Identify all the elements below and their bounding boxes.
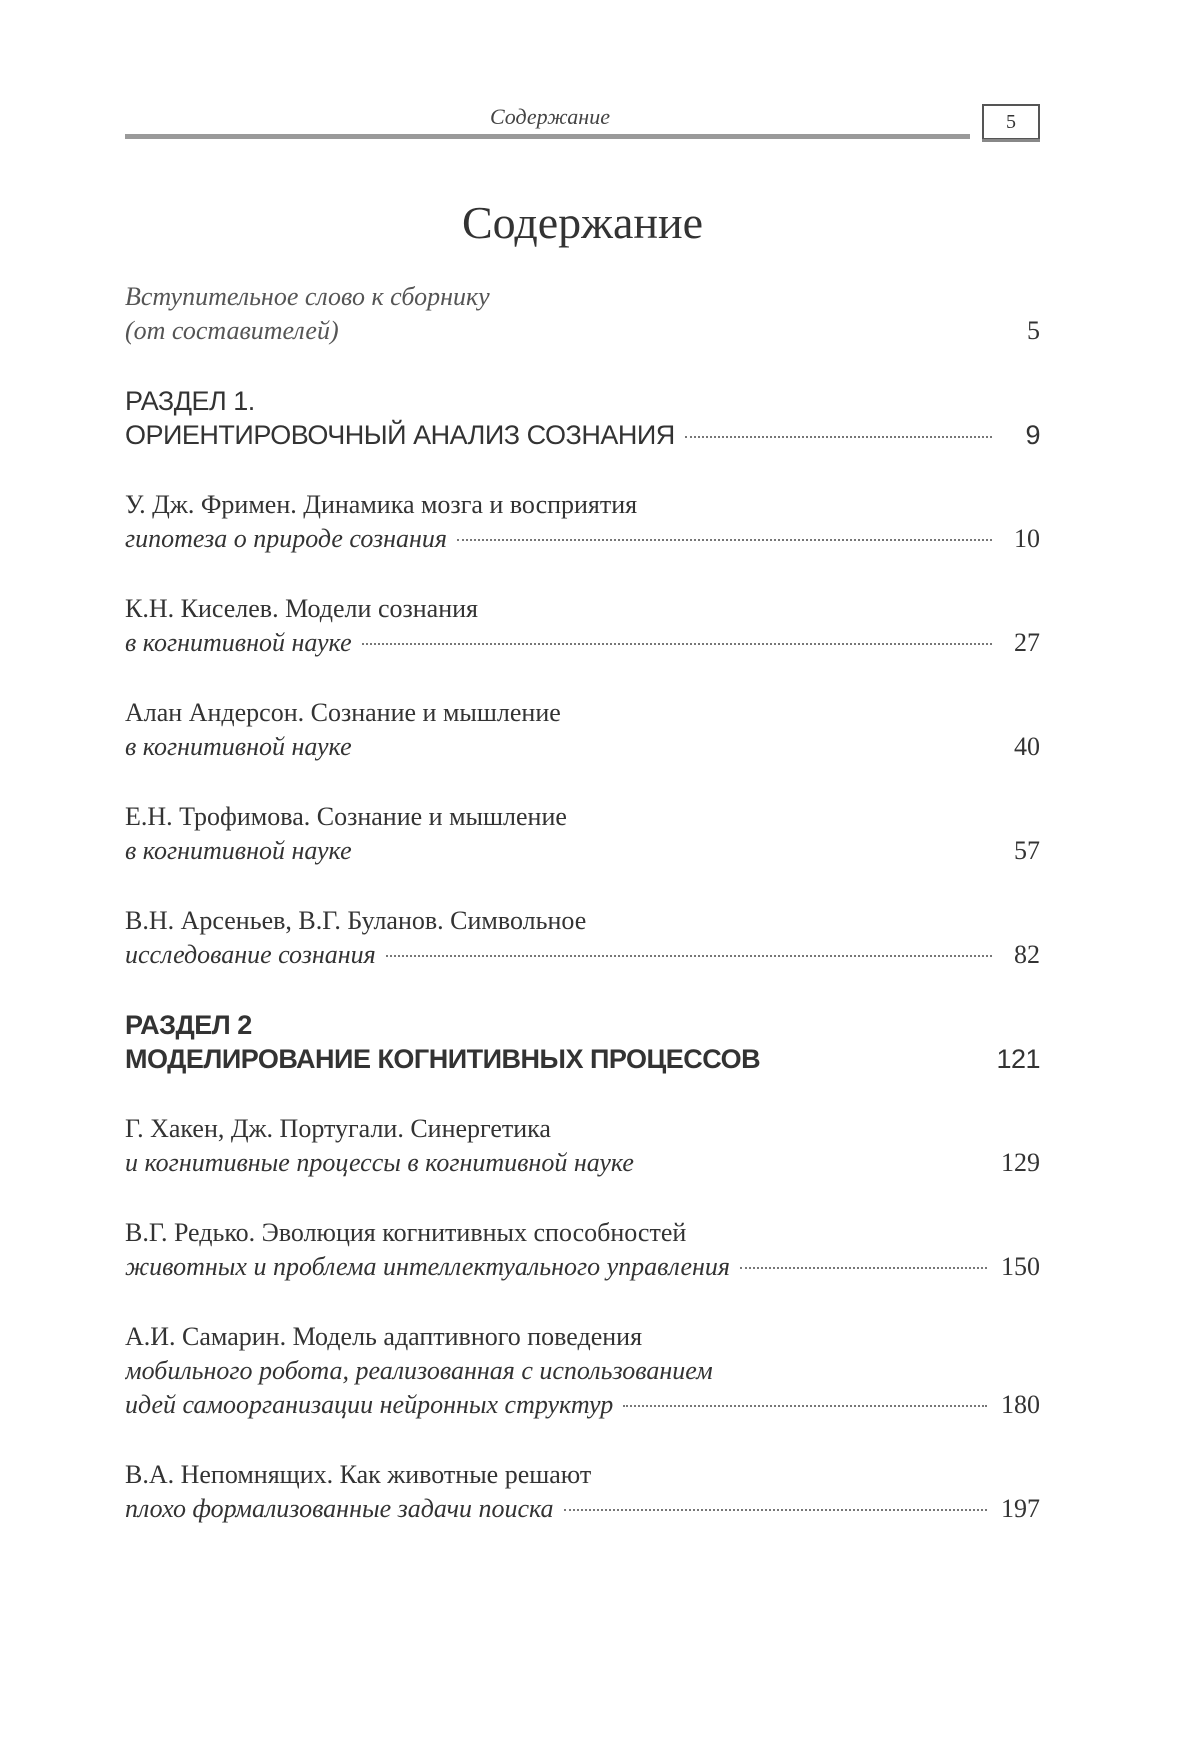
running-header-title: Содержание — [489, 104, 610, 129]
toc-section-1[interactable] — [125, 384, 1040, 452]
toc-page-number: 82 — [1014, 940, 1040, 969]
toc-entry[interactable] — [125, 800, 1040, 868]
toc-page-number: 9 — [1025, 420, 1040, 450]
toc-page-number: 5 — [1027, 316, 1040, 345]
toc-page-number: 27 — [1014, 628, 1040, 657]
section-title: МОДЕЛИРОВАНИЕ КОГНИТИВНЫХ ПРОЦЕССОВ — [125, 1044, 761, 1074]
toc-title: Содержание — [461, 197, 704, 248]
toc-entry-line: исследование сознания — [125, 940, 376, 969]
toc-entry[interactable] — [125, 696, 1040, 764]
toc-entry-line: В.Н. Арсеньев, В.Г. Буланов. Символьное — [125, 906, 587, 935]
section-label: РАЗДЕЛ 2 — [125, 1010, 252, 1040]
toc-page-number: 180 — [1001, 1390, 1040, 1419]
toc-entry-line: К.Н. Киселев. Модели сознания — [125, 594, 478, 623]
toc-entry-line: Алан Андерсон. Сознание и мышление — [125, 698, 561, 727]
toc-page-number: 10 — [1014, 524, 1040, 553]
toc-entry[interactable] — [125, 1458, 1040, 1526]
dot-leader — [564, 1509, 987, 1511]
toc-page-number: 121 — [996, 1044, 1040, 1074]
toc-entry-line: В.Г. Редько. Эволюция когнитивных способностей — [125, 1218, 687, 1247]
toc-entry-line: У. Дж. Фримен. Динамика мозга и восприятия — [125, 490, 638, 519]
toc-entry-line: в когнитивной науке — [125, 836, 352, 865]
toc-entry-introduction[interactable] — [125, 280, 1040, 348]
toc-entry-line: А.И. Самарин. Модель адаптивного поведения — [125, 1322, 643, 1351]
page-number-box: 5 — [982, 104, 1040, 140]
toc-entry-line: идей самоорганизации нейронных структур — [125, 1390, 614, 1419]
toc-entry-line: плохо формализованные задачи поиска — [125, 1494, 554, 1523]
toc-entry-line: В.А. Непомнящих. Как животные решают — [125, 1460, 592, 1489]
toc-entry[interactable] — [125, 488, 1040, 556]
toc-entry-line: (от составителей) — [125, 316, 339, 345]
toc-page-number: 150 — [1001, 1252, 1040, 1281]
section-title: ОРИЕНТИРОВОЧНЫЙ АНАЛИЗ СОЗНАНИЯ — [125, 420, 675, 450]
toc-entry-line: Вступительное слово к сборнику — [125, 282, 490, 311]
dot-leader — [623, 1405, 987, 1407]
toc-entry[interactable] — [125, 904, 1040, 972]
section-label: РАЗДЕЛ 1. — [125, 386, 255, 416]
toc-entry-line: Е.Н. Трофимова. Сознание и мышление — [125, 802, 567, 831]
toc-entry[interactable] — [125, 1320, 1040, 1422]
toc-entry[interactable] — [125, 1216, 1040, 1284]
dot-leader — [740, 1267, 987, 1269]
dot-leader — [685, 436, 992, 438]
toc-entry-line: в когнитивной науке — [125, 732, 352, 761]
toc-section-2[interactable] — [125, 1008, 1040, 1076]
toc-page-number: 40 — [1014, 732, 1040, 761]
dot-leader — [386, 955, 992, 957]
toc-entry-line: животных и проблема интеллектуального управления — [125, 1252, 730, 1281]
toc-entry[interactable] — [125, 1112, 1040, 1180]
toc-entry-line: в когнитивной науке — [125, 628, 352, 657]
running-header — [125, 100, 1040, 146]
toc-page-number: 57 — [1014, 836, 1040, 865]
toc-entry[interactable] — [125, 592, 1040, 660]
toc-entry-line: гипотеза о природе сознания — [125, 524, 448, 553]
toc-entry-line: и когнитивные процессы в когнитивной науке — [125, 1148, 634, 1177]
dot-leader — [457, 539, 992, 541]
toc-entry-line: мобильного робота, реализованная с использованием — [125, 1356, 713, 1385]
toc-entry-line: Г. Хакен, Дж. Португали. Синергетика — [125, 1114, 551, 1143]
toc-page-number: 197 — [1001, 1494, 1040, 1523]
header-rule — [125, 134, 970, 139]
dot-leader — [362, 643, 992, 645]
toc-list — [125, 280, 1040, 1562]
toc-page-number: 129 — [1001, 1148, 1040, 1177]
